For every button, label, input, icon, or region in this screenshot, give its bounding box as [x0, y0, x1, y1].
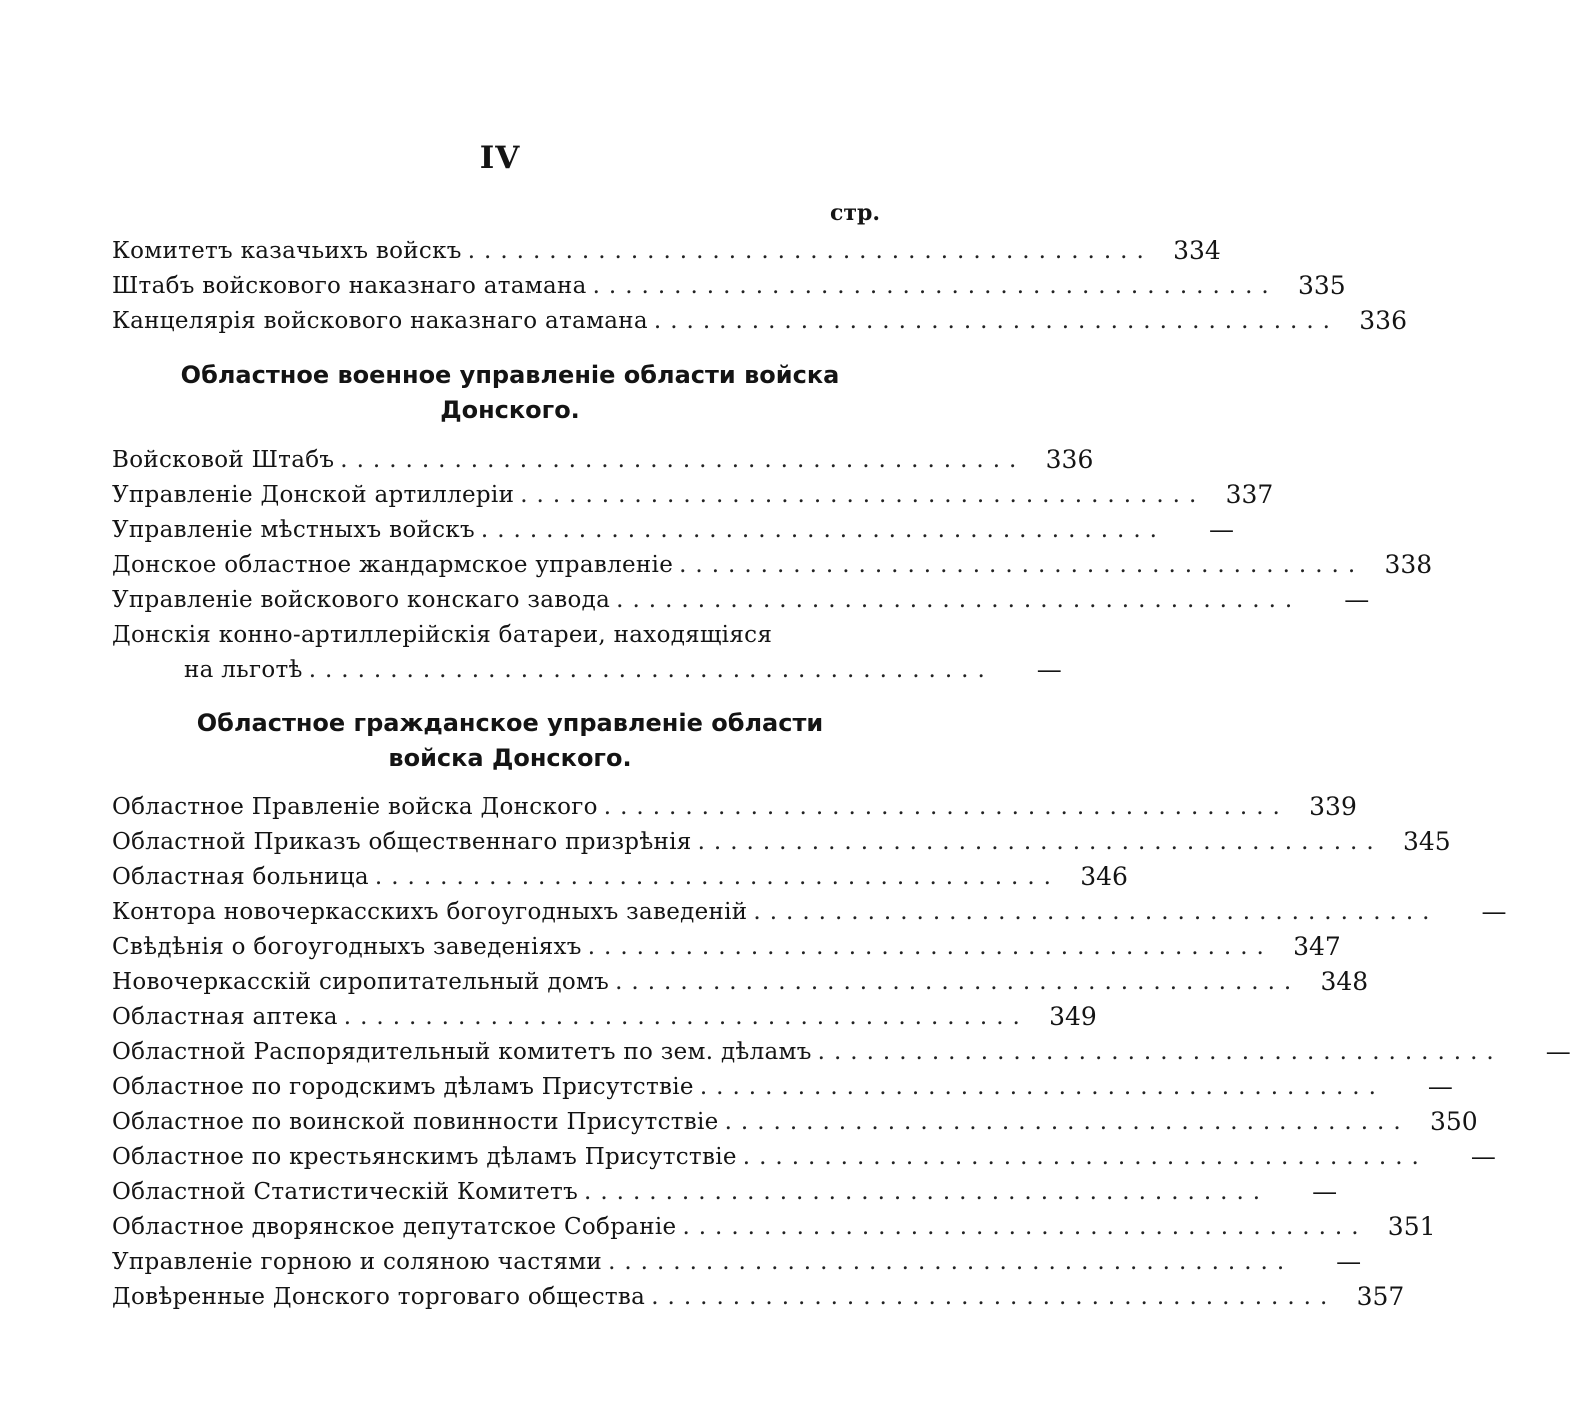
entry-title: Контора новочеркасскихъ богоугодныхъ заведеній	[112, 899, 748, 925]
entry-page: —	[1336, 1247, 1362, 1276]
section-heading-continued: войска Донского.	[388, 744, 632, 772]
section-heading: Областное военное управленіе области войска	[180, 361, 840, 389]
entry-page: 334	[1173, 236, 1221, 265]
leader-dots: ..........................................	[608, 1249, 1294, 1275]
toc-entry	[112, 860, 1128, 892]
leader-dots: ..........................................	[682, 1214, 1368, 1240]
entry-title: Областной Распорядительный комитетъ по зем. дѣламъ	[112, 1039, 812, 1065]
entry-title: на льготѣ	[184, 657, 303, 683]
toc-entry	[112, 513, 1234, 545]
leader-dots: ..........................................	[480, 517, 1166, 543]
entry-page: 336	[1045, 445, 1094, 474]
entry-page: —	[1470, 1142, 1496, 1171]
entry-title: Областное Правленіе войска Донского	[112, 794, 598, 820]
leader-dots: ..........................................	[817, 1039, 1503, 1065]
entry-title: Довѣренные Донского торговаго общества	[112, 1284, 646, 1310]
entry-page: —	[1312, 1177, 1338, 1206]
leader-dots: ..........................................	[340, 447, 1026, 473]
toc-entry	[112, 965, 1369, 997]
leader-dots: ..........................................	[697, 829, 1383, 855]
entry-page: 351	[1387, 1212, 1436, 1241]
entry-page: 338	[1384, 550, 1433, 579]
leader-dots: ..........................................	[615, 969, 1301, 995]
leader-dots: ..........................................	[699, 1074, 1385, 1100]
toc-entry	[112, 618, 892, 650]
section-heading-continued: Донского.	[440, 396, 580, 424]
entry-title: Управленіе Донской артиллеріи	[112, 482, 515, 508]
toc-entry	[112, 304, 1407, 336]
leader-dots: ..........................................	[308, 657, 994, 683]
page-column-label: стр.	[830, 200, 881, 226]
entry-title: Областной Приказъ общественнаго призрѣнія	[112, 829, 692, 855]
leader-dots: ..........................................	[603, 794, 1289, 820]
entry-page: 349	[1049, 1002, 1097, 1031]
entry-title: Областной Статистическій Комитетъ	[112, 1179, 579, 1205]
leader-dots: ..........................................	[374, 864, 1060, 890]
entry-page: 335	[1297, 271, 1346, 300]
entry-title: Свѣдѣнія о богоугодныхъ заведеніяхъ	[112, 934, 582, 960]
leader-dots: ..........................................	[724, 1109, 1410, 1135]
entry-title: Областная аптека	[112, 1004, 338, 1030]
leader-dots: ..........................................	[584, 1179, 1270, 1205]
entry-title: Управленіе горною и соляною частями	[112, 1249, 603, 1275]
entry-page: —	[1036, 655, 1062, 684]
toc-entry	[112, 1175, 1338, 1207]
toc-entry	[112, 825, 1451, 857]
toc-entry	[112, 1280, 1405, 1312]
toc-entry	[112, 1070, 1453, 1102]
entry-page: 339	[1309, 792, 1357, 821]
toc-entry	[112, 548, 1433, 580]
toc-entry-continued	[184, 653, 1062, 685]
entry-title: Донскія конно-артиллерійскія батареи, находящіяся	[112, 622, 773, 648]
entry-title: Областное по крестьянскимъ дѣламъ Присутствіе	[112, 1144, 737, 1170]
leader-dots: ..........................................	[587, 934, 1273, 960]
entry-title: Комитетъ казачьихъ войскъ	[112, 238, 462, 264]
toc-entry	[112, 1140, 1496, 1172]
entry-title: Областное по городскимъ дѣламъ Присутствіе	[112, 1074, 694, 1100]
leader-dots: ..........................................	[742, 1144, 1428, 1170]
leader-dots: ..........................................	[467, 238, 1153, 264]
toc-entry	[112, 1000, 1097, 1032]
page-number: IV	[479, 140, 521, 176]
leader-dots: ..........................................	[653, 308, 1339, 334]
entry-page: —	[1545, 1037, 1571, 1066]
entry-page: 357	[1356, 1282, 1405, 1311]
toc-entry	[112, 583, 1370, 615]
entry-title: Управленіе войскового конскаго завода	[112, 587, 611, 613]
toc-entry	[112, 234, 1221, 266]
entry-title: Войсковой Штабъ	[112, 447, 335, 473]
entry-title: Областное по воинской повинности Присутствіе	[112, 1109, 719, 1135]
toc-entry	[112, 478, 1274, 510]
leader-dots: ..........................................	[592, 273, 1278, 299]
entry-title: Новочеркасскій сиропитательный домъ	[112, 969, 610, 995]
toc-entry	[112, 1105, 1478, 1137]
leader-dots: ..........................................	[520, 482, 1206, 508]
entry-title: Управленіе мѣстныхъ войскъ	[112, 517, 475, 543]
leader-dots: ..........................................	[616, 587, 1302, 613]
leader-dots: ..........................................	[679, 552, 1365, 578]
toc-entry	[112, 1210, 1436, 1242]
entry-page: 345	[1402, 827, 1451, 856]
toc-entry	[112, 443, 1094, 475]
toc-entry	[112, 269, 1346, 301]
entry-page: 346	[1080, 862, 1128, 891]
leader-dots: ..........................................	[753, 899, 1439, 925]
entry-page: —	[1427, 1072, 1453, 1101]
toc-entry	[112, 790, 1357, 822]
leader-dots: ..........................................	[651, 1284, 1337, 1310]
entry-page: 336	[1359, 306, 1407, 335]
entry-page: —	[1208, 515, 1234, 544]
toc-entry	[112, 1245, 1362, 1277]
entry-title: Канцелярія войскового наказнаго атамана	[112, 308, 648, 334]
entry-page: 350	[1429, 1107, 1478, 1136]
entry-page: —	[1481, 897, 1507, 926]
entry-title: Штабъ войскового наказнаго атамана	[112, 273, 587, 299]
entry-title: Областная больница	[112, 864, 369, 890]
entry-page: 337	[1225, 480, 1274, 509]
entry-page: —	[1344, 585, 1370, 614]
leader-dots: ..........................................	[343, 1004, 1029, 1030]
toc-entry	[112, 895, 1507, 927]
entry-title: Донское областное жандармское управленіе	[112, 552, 674, 578]
toc-entry	[112, 930, 1341, 962]
section-heading: Областное гражданское управленіе области	[196, 709, 824, 737]
entry-title: Областное дворянское депутатское Собраніе	[112, 1214, 677, 1240]
entry-page: 347	[1293, 932, 1341, 961]
entry-page: 348	[1320, 967, 1369, 996]
toc-entry	[112, 1035, 1571, 1067]
